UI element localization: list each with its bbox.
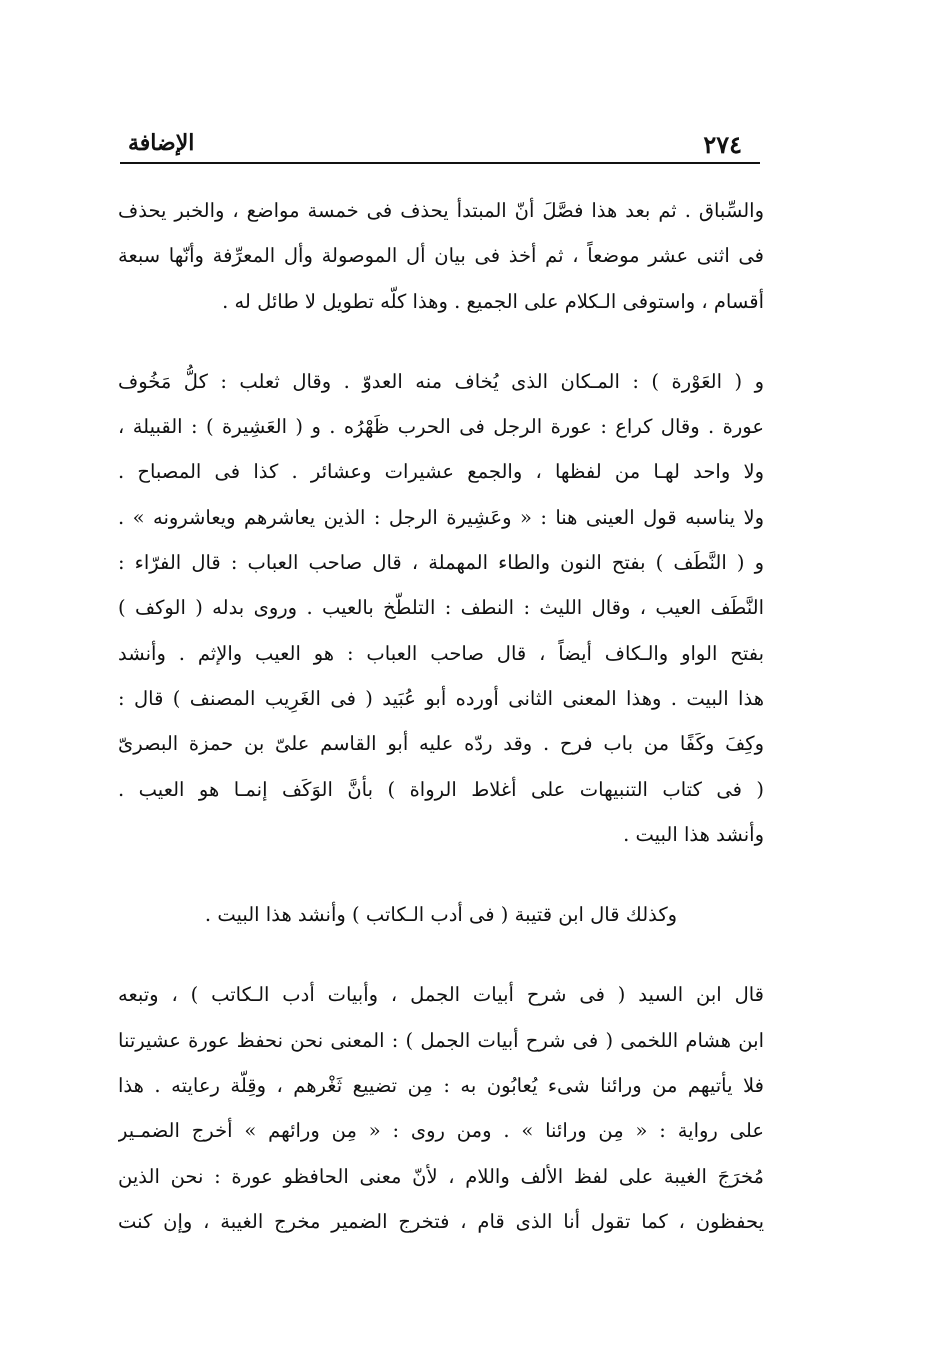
text-line: وأنشد هذا البيت . [623,822,764,846]
text-line: والسِّباق . ثم بعد هذا فصَّلَ أنّ المبتدأ يحذف فى خمسة مواضع ، والخبر يحذف [118,199,764,222]
page-number: ٢٧٤ [703,130,742,159]
text-line: ولا واحد لهـا من لفظها ، والجمع عشيرات وعشائر . كذا فى المصباح . [118,460,764,484]
text-line: و ( العَوْرة ) : المـكان الذى يُخاف منه العدوّ . وقال ثعلب : كلُّ مَخُوف [118,369,764,393]
text-line: قال ابن السيد ( فى شرح أبيات الجمل ، وأبيات أدب الـكاتب ) ، وتبعه [118,983,764,1007]
text-line: هذا البيت . وهذا المعنى الثانى أورده أبو عُبَيد ( فى الغَرِيب المصنف ) قال : [118,686,764,710]
paragraph-3 [118,892,764,937]
text-line: النَّطَف العيب ، وقال الليث : النطف : التلطّخ بالعيب . وروى بدله ( الوكف ) [118,596,764,620]
header-rule [120,162,760,164]
paragraph-4 [118,972,764,1244]
text-line: ( فى كتاب التنبيهات على أغلاط الرواة ) بأنَّ الوَكَف إنمـا هو العيب . [118,777,764,801]
text-line: بفتح الواو والـكاف أيضاً ، قال صاحب العباب : هو العيب والإثم . وأنشد [118,641,764,665]
text-line: ابن هشام اللخمى ( فى شرح أبيات الجمل ) : المعنى نحن نحفظ عورة عشيرتنا [118,1028,764,1052]
text-line: يحفظون ، كما تقول أنا الذى قام ، فتخرج الضمير مخرج الغيبة ، وإن كنت [118,1209,764,1233]
paragraph-1 [118,188,764,324]
text-line: فلا يأتيهم من ورائنا شىء يُعابُون به : مِن تضييع ثَغْرهم ، وقِلّة رعايته . هذا [118,1074,764,1098]
text-line: و ( النَّطَف ) بفتح النون والطاء المهملة ، قال صاحب العباب : قال الفرّاء : [118,551,764,575]
page-header [120,128,760,164]
text-line: على رواية : « مِن ورائنا » . ومن روى : « مِن ورائهم » أخرج الضمـير [118,1119,764,1143]
text-line: مُخرَجَ الغيبة على لفظ الألف واللام ، لأنّ معنى الحافظو عورة : نحن الذين [118,1164,764,1188]
text-line: وكِفَ وكَفًا من باب فرح . وقد ردّه عليه أبو القاسم علىّ بن حمزة البصرىّ [118,732,764,756]
running-title: الإضافة [128,130,195,156]
text-line: أقسام ، واستوفى الـكلام على الجميع . وهذا كلّه تطويل لا طائل له . [222,289,764,313]
body-text [118,188,764,1244]
paragraph-2 [118,359,764,857]
text-line: فى اثنى عشر موضعاً ، ثم أخذ فى بيان أل الموصولة وأل المعرِّفة وأنّها سبعة [118,244,764,268]
text-line: وكذلك قال ابن قتيبة ( فى أدب الـكاتب ) وأنشد هذا البيت . [204,903,678,927]
text-line: ولا يناسبه قول العينى هنا : « وعَشِيرة الرجل : الذين يعاشرهم ويعاشرونه » . [118,505,764,529]
text-line: عورة . وقال كراع : عورة الرجل فى الحرب ظَهْرُه . و ( العَشِيرة ) : القبيلة ، [118,415,764,439]
